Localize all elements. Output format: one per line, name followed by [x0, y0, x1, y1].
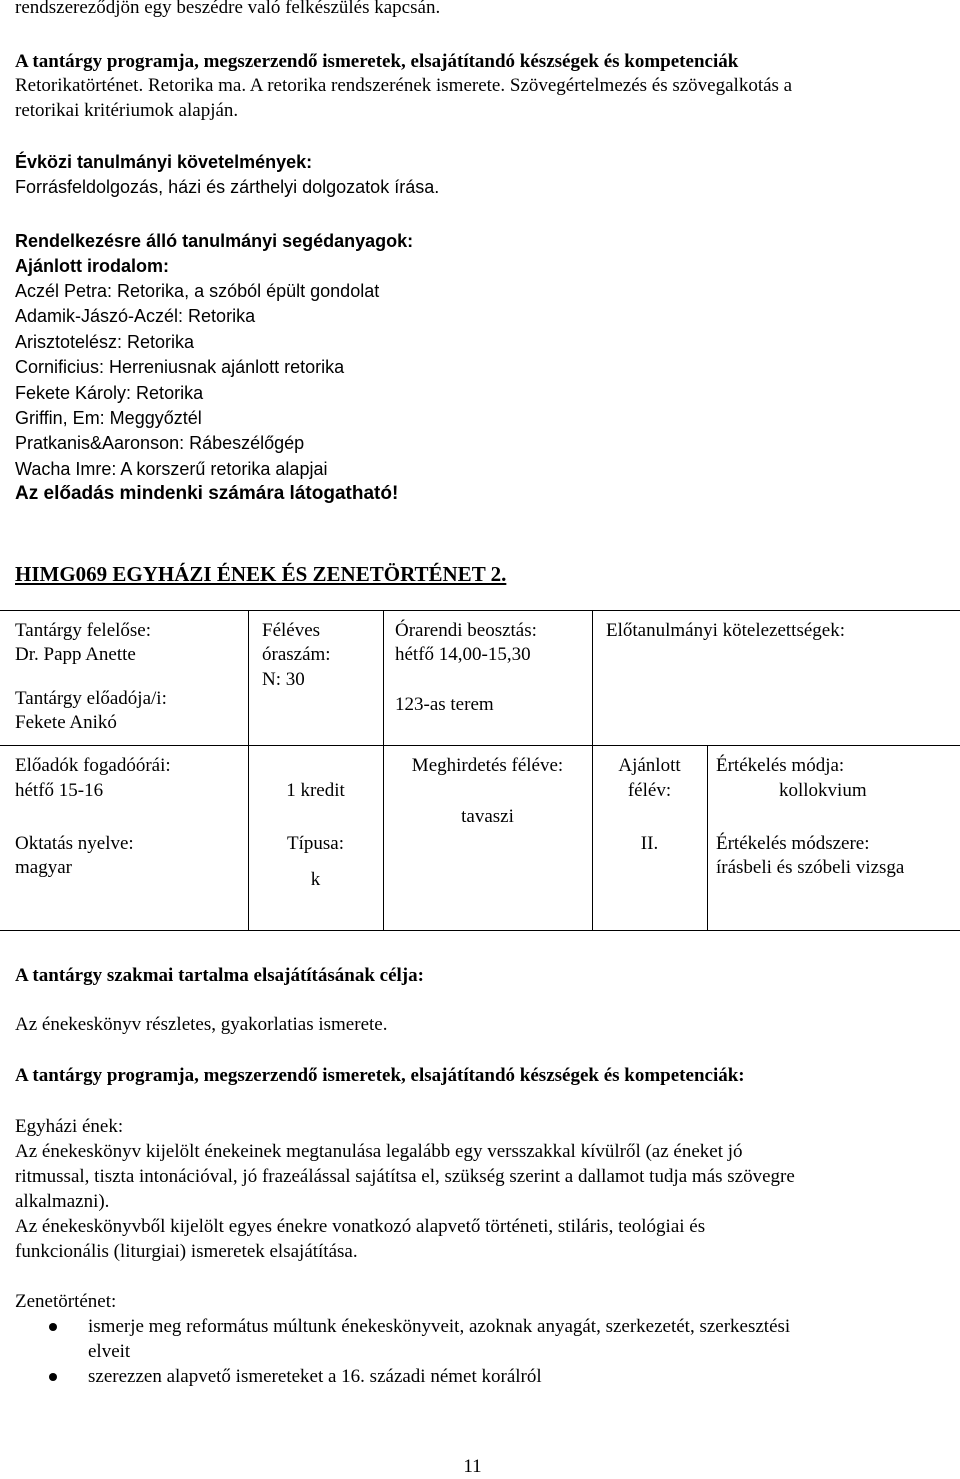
text-line: Forrásfeldolgozás, házi és zárthelyi dolgozatok írása. — [15, 177, 440, 197]
zene-label: Zenetörténet: — [15, 1291, 117, 1312]
meghirdetes-label: Meghirdetés féléve: — [411, 755, 564, 776]
text-line: Az énekeskönyvből kijelölt egyes énekre vonatkozó alapvető történeti, stiláris, teológiai és — [15, 1216, 706, 1237]
elotanulmanyi-label: Előtanulmányi kötelezettségek: — [606, 620, 846, 641]
table-border — [0, 930, 960, 931]
terem-value: 123-as terem — [395, 694, 494, 715]
text-line: funkcionális (liturgiai) ismeretek elsajátítása. — [15, 1241, 358, 1262]
section-heading: A tantárgy programja, megszerzendő ismeretek, elsajátítandó készségek és kompetenciák — [15, 51, 739, 72]
orarendi-value: hétfő 14,00-15,30 — [395, 644, 531, 665]
course-title: HIMG069 EGYHÁZI ÉNEK ÉS ZENETÖRTÉNET 2. — [15, 562, 507, 586]
nyelv-label: Oktatás nyelve: — [15, 833, 134, 854]
bullet-icon — [49, 1323, 57, 1331]
section-heading: Rendelkezésre álló tanulmányi segédanyagok: — [15, 231, 414, 251]
tipusa-label: Típusa: — [287, 833, 344, 854]
ertekeles-modja-value: kollokvium — [779, 780, 867, 801]
kredit-value: 1 kredit — [286, 780, 345, 801]
program-heading: A tantárgy programja, megszerzendő ismeretek, elsajátítandó készségek és kompetenciák: — [15, 1065, 745, 1086]
section-heading: Ajánlott irodalom: — [15, 256, 169, 276]
reading-list-item: Adamik-Jászó-Aczél: Retorika — [15, 306, 256, 326]
ertekeles-modja-label: Értékelés módja: — [716, 755, 845, 776]
bullet-text: ismerje meg református múltunk énekeskönyveit, azoknak anyagát, szerkezetét, szerkesztési — [88, 1316, 791, 1337]
modszere-value: írásbeli és szóbeli vizsga — [716, 857, 905, 878]
meghirdetes-value: tavaszi — [461, 806, 514, 827]
text-line: Retorikatörténet. Retorika ma. A retorika rendszerének ismerete. Szövegértelmezés és szövegalkotás a — [15, 75, 793, 96]
fogado-label: Előadók fogadóórái: — [15, 755, 171, 776]
page-number: 11 — [463, 1456, 482, 1477]
felelos-value: Dr. Papp Anette — [15, 644, 136, 665]
tipusa-value: k — [310, 869, 321, 890]
text-line: alkalmazni). — [15, 1191, 110, 1212]
egyhazi-label: Egyházi ének: — [15, 1116, 124, 1137]
table-border — [0, 610, 960, 611]
fogado-value: hétfő 15-16 — [15, 780, 104, 801]
oraszam-value: N: 30 — [262, 669, 305, 690]
section-heading: Évközi tanulmányi követelmények: — [15, 152, 313, 172]
reading-list-item: Aczél Petra: Retorika, a szóból épült gondolat — [15, 281, 380, 301]
oraszam-label: óraszám: — [262, 644, 331, 665]
oraszam-label: Féléves — [262, 620, 321, 641]
reading-list-item: Wacha Imre: A korszerű retorika alapjai — [15, 459, 328, 479]
reading-list-item: Arisztotelész: Retorika — [15, 332, 195, 352]
cel-heading: A tantárgy szakmai tartalma elsajátításának célja: — [15, 965, 424, 986]
eloado-label: Tantárgy előadója/i: — [15, 688, 167, 709]
reading-list-item: Pratkanis&Aaronson: Rábeszélőgép — [15, 433, 305, 453]
eloado-value: Fekete Anikó — [15, 712, 117, 733]
orarendi-label: Órarendi beosztás: — [395, 620, 537, 641]
reading-list-item: Cornificius: Herreniusnak ajánlott retorika — [15, 357, 345, 377]
notice-text: Az előadás mindenki számára látogatható! — [15, 483, 399, 504]
text-line: rendszereződjön egy beszédre való felkészülés kapcsán. — [15, 0, 441, 18]
bullet-icon — [49, 1373, 57, 1381]
ajanlott-felev-value: II. — [640, 833, 659, 854]
cel-text: Az énekeskönyv részletes, gyakorlatias ismerete. — [15, 1014, 388, 1035]
table-border — [0, 745, 960, 746]
text-line: Az énekeskönyv kijelölt énekeinek megtanulása legalább egy versszakkal kívülről (az éneket jó — [15, 1141, 743, 1162]
table-border — [707, 745, 708, 930]
ajanlott-felev-label: félév: — [627, 780, 672, 801]
reading-list-item: Griffin, Em: Meggyőztél — [15, 408, 202, 428]
modszere-label: Értékelés módszere: — [716, 833, 870, 854]
reading-list-item: Fekete Károly: Retorika — [15, 383, 204, 403]
text-line: retorikai kritériumok alapján. — [15, 100, 239, 121]
bullet-text: elveit — [88, 1341, 131, 1362]
ajanlott-felev-label: Ajánlott — [618, 755, 681, 776]
nyelv-value: magyar — [15, 857, 72, 878]
text-line: ritmussal, tiszta intonációval, jó frazeálással sajátítsa el, szükség szerint a dallamot tudja más szövegre — [15, 1166, 795, 1187]
bullet-text: szerezzen alapvető ismereteket a 16. századi német korálról — [88, 1366, 542, 1387]
felelos-label: Tantárgy felelőse: — [15, 620, 152, 641]
